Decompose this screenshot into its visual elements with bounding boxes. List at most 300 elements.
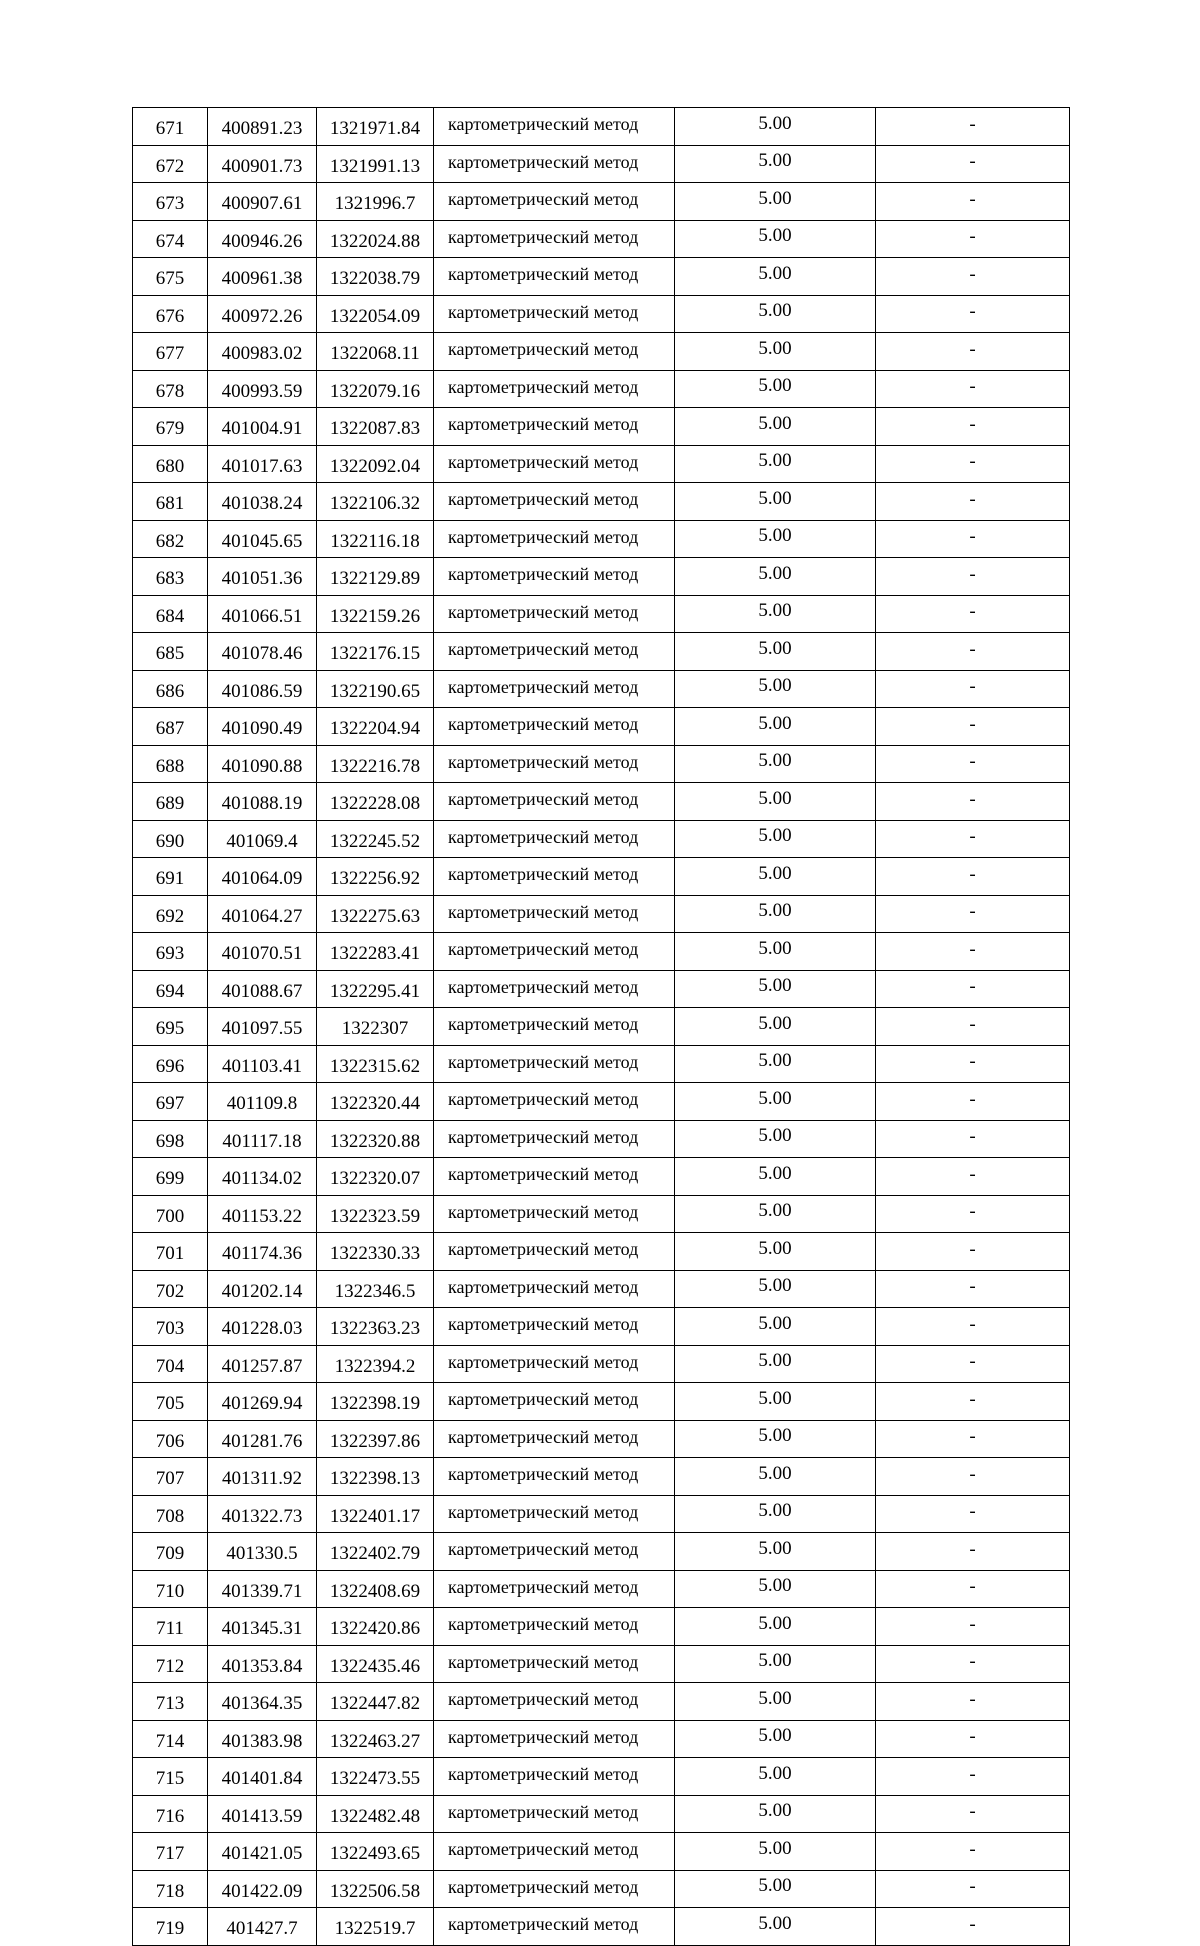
table-row <box>133 1833 1070 1871</box>
accuracy-cell: 5.00 <box>675 1158 876 1196</box>
x-coordinate-cell: 401228.03 <box>208 1308 317 1346</box>
method-cell: картометрический метод <box>434 183 675 221</box>
accuracy-cell: 5.00 <box>675 1270 876 1308</box>
table-row <box>133 1758 1070 1796</box>
method-cell: картометрический метод <box>434 895 675 933</box>
accuracy-cell: 5.00 <box>675 1908 876 1946</box>
accuracy-cell: 5.00 <box>675 1083 876 1121</box>
y-coordinate-cell: 1322307 <box>317 1008 434 1046</box>
y-coordinate-cell: 1322420.86 <box>317 1608 434 1646</box>
method-cell: картометрический метод <box>434 1420 675 1458</box>
y-coordinate-cell: 1322228.08 <box>317 783 434 821</box>
table-row <box>133 1195 1070 1233</box>
y-coordinate-cell: 1322275.63 <box>317 895 434 933</box>
table-row <box>133 1720 1070 1758</box>
table-row <box>133 633 1070 671</box>
y-coordinate-cell: 1322320.07 <box>317 1158 434 1196</box>
point-number-cell: 674 <box>133 220 208 258</box>
x-coordinate-cell: 400891.23 <box>208 108 317 146</box>
x-coordinate-cell: 401045.65 <box>208 520 317 558</box>
table-row <box>133 108 1070 146</box>
x-coordinate-cell: 401427.7 <box>208 1908 317 1946</box>
method-cell: картометрический метод <box>434 1345 675 1383</box>
table-row <box>133 858 1070 896</box>
method-cell: картометрический метод <box>434 1608 675 1646</box>
table-row <box>133 1420 1070 1458</box>
note-cell: - <box>876 520 1070 558</box>
x-coordinate-cell: 401078.46 <box>208 633 317 671</box>
y-coordinate-cell: 1322159.26 <box>317 595 434 633</box>
table-row <box>133 1308 1070 1346</box>
y-coordinate-cell: 1322283.41 <box>317 933 434 971</box>
method-cell: картометрический метод <box>434 970 675 1008</box>
x-coordinate-cell: 401383.98 <box>208 1720 317 1758</box>
y-coordinate-cell: 1322320.88 <box>317 1120 434 1158</box>
method-cell: картометрический метод <box>434 745 675 783</box>
accuracy-cell: 5.00 <box>675 1383 876 1421</box>
note-cell: - <box>876 258 1070 296</box>
note-cell: - <box>876 933 1070 971</box>
note-cell: - <box>876 970 1070 1008</box>
method-cell: картометрический метод <box>434 783 675 821</box>
method-cell: картометрический метод <box>434 1570 675 1608</box>
point-number-cell: 673 <box>133 183 208 221</box>
point-number-cell: 682 <box>133 520 208 558</box>
x-coordinate-cell: 401422.09 <box>208 1870 317 1908</box>
accuracy-cell: 5.00 <box>675 970 876 1008</box>
note-cell: - <box>876 745 1070 783</box>
table-row <box>133 783 1070 821</box>
method-cell: картометрический метод <box>434 1833 675 1871</box>
point-number-cell: 681 <box>133 483 208 521</box>
coordinates-table-body <box>133 108 1070 1946</box>
table-row <box>133 1908 1070 1946</box>
y-coordinate-cell: 1322204.94 <box>317 708 434 746</box>
accuracy-cell: 5.00 <box>675 1608 876 1646</box>
point-number-cell: 671 <box>133 108 208 146</box>
table-row <box>133 408 1070 446</box>
table-row <box>133 1608 1070 1646</box>
y-coordinate-cell: 1322176.15 <box>317 633 434 671</box>
accuracy-cell: 5.00 <box>675 483 876 521</box>
x-coordinate-cell: 401064.09 <box>208 858 317 896</box>
table-row <box>133 520 1070 558</box>
point-number-cell: 706 <box>133 1420 208 1458</box>
accuracy-cell: 5.00 <box>675 258 876 296</box>
note-cell: - <box>876 1420 1070 1458</box>
point-number-cell: 704 <box>133 1345 208 1383</box>
method-cell: картометрический метод <box>434 1683 675 1721</box>
x-coordinate-cell: 401364.35 <box>208 1683 317 1721</box>
x-coordinate-cell: 401109.8 <box>208 1083 317 1121</box>
y-coordinate-cell: 1322106.32 <box>317 483 434 521</box>
note-cell: - <box>876 1270 1070 1308</box>
method-cell: картометрический метод <box>434 258 675 296</box>
point-number-cell: 672 <box>133 145 208 183</box>
note-cell: - <box>876 1458 1070 1496</box>
table-row <box>133 708 1070 746</box>
x-coordinate-cell: 400961.38 <box>208 258 317 296</box>
x-coordinate-cell: 401038.24 <box>208 483 317 521</box>
y-coordinate-cell: 1322024.88 <box>317 220 434 258</box>
table-row <box>133 445 1070 483</box>
point-number-cell: 717 <box>133 1833 208 1871</box>
point-number-cell: 714 <box>133 1720 208 1758</box>
accuracy-cell: 5.00 <box>675 1233 876 1271</box>
point-number-cell: 702 <box>133 1270 208 1308</box>
accuracy-cell: 5.00 <box>675 933 876 971</box>
x-coordinate-cell: 401004.91 <box>208 408 317 446</box>
point-number-cell: 694 <box>133 970 208 1008</box>
method-cell: картометрический метод <box>434 108 675 146</box>
note-cell: - <box>876 1758 1070 1796</box>
method-cell: картометрический метод <box>434 595 675 633</box>
note-cell: - <box>876 1645 1070 1683</box>
y-coordinate-cell: 1322394.2 <box>317 1345 434 1383</box>
accuracy-cell: 5.00 <box>675 1645 876 1683</box>
method-cell: картометрический метод <box>434 1120 675 1158</box>
point-number-cell: 700 <box>133 1195 208 1233</box>
accuracy-cell: 5.00 <box>675 183 876 221</box>
table-row <box>133 1458 1070 1496</box>
x-coordinate-cell: 401134.02 <box>208 1158 317 1196</box>
x-coordinate-cell: 400901.73 <box>208 145 317 183</box>
y-coordinate-cell: 1322482.48 <box>317 1795 434 1833</box>
x-coordinate-cell: 400972.26 <box>208 295 317 333</box>
x-coordinate-cell: 401103.41 <box>208 1045 317 1083</box>
method-cell: картометрический метод <box>434 670 675 708</box>
point-number-cell: 713 <box>133 1683 208 1721</box>
note-cell: - <box>876 1308 1070 1346</box>
y-coordinate-cell: 1322129.89 <box>317 558 434 596</box>
x-coordinate-cell: 401257.87 <box>208 1345 317 1383</box>
note-cell: - <box>876 1233 1070 1271</box>
note-cell: - <box>876 1083 1070 1121</box>
note-cell: - <box>876 1195 1070 1233</box>
x-coordinate-cell: 401413.59 <box>208 1795 317 1833</box>
method-cell: картометрический метод <box>434 1495 675 1533</box>
y-coordinate-cell: 1322408.69 <box>317 1570 434 1608</box>
accuracy-cell: 5.00 <box>675 1795 876 1833</box>
note-cell: - <box>876 1720 1070 1758</box>
table-row <box>133 1795 1070 1833</box>
y-coordinate-cell: 1322315.62 <box>317 1045 434 1083</box>
method-cell: картометрический метод <box>434 708 675 746</box>
table-row <box>133 1045 1070 1083</box>
y-coordinate-cell: 1322473.55 <box>317 1758 434 1796</box>
table-row <box>133 295 1070 333</box>
y-coordinate-cell: 1322320.44 <box>317 1083 434 1121</box>
y-coordinate-cell: 1322401.17 <box>317 1495 434 1533</box>
y-coordinate-cell: 1322402.79 <box>317 1533 434 1571</box>
y-coordinate-cell: 1322363.23 <box>317 1308 434 1346</box>
x-coordinate-cell: 401051.36 <box>208 558 317 596</box>
point-number-cell: 715 <box>133 1758 208 1796</box>
y-coordinate-cell: 1321996.7 <box>317 183 434 221</box>
y-coordinate-cell: 1322116.18 <box>317 520 434 558</box>
point-number-cell: 698 <box>133 1120 208 1158</box>
method-cell: картометрический метод <box>434 820 675 858</box>
accuracy-cell: 5.00 <box>675 1195 876 1233</box>
method-cell: картометрический метод <box>434 370 675 408</box>
method-cell: картометрический метод <box>434 483 675 521</box>
x-coordinate-cell: 401017.63 <box>208 445 317 483</box>
y-coordinate-cell: 1322346.5 <box>317 1270 434 1308</box>
accuracy-cell: 5.00 <box>675 708 876 746</box>
point-number-cell: 687 <box>133 708 208 746</box>
y-coordinate-cell: 1322068.11 <box>317 333 434 371</box>
note-cell: - <box>876 145 1070 183</box>
note-cell: - <box>876 408 1070 446</box>
y-coordinate-cell: 1322398.13 <box>317 1458 434 1496</box>
note-cell: - <box>876 820 1070 858</box>
table-row <box>133 1533 1070 1571</box>
method-cell: картометрический метод <box>434 1233 675 1271</box>
table-row <box>133 1120 1070 1158</box>
note-cell: - <box>876 1345 1070 1383</box>
method-cell: картометрический метод <box>434 445 675 483</box>
point-number-cell: 686 <box>133 670 208 708</box>
point-number-cell: 689 <box>133 783 208 821</box>
x-coordinate-cell: 401088.67 <box>208 970 317 1008</box>
point-number-cell: 684 <box>133 595 208 633</box>
note-cell: - <box>876 1008 1070 1046</box>
point-number-cell: 707 <box>133 1458 208 1496</box>
note-cell: - <box>876 1795 1070 1833</box>
table-row <box>133 670 1070 708</box>
method-cell: картометрический метод <box>434 145 675 183</box>
accuracy-cell: 5.00 <box>675 1720 876 1758</box>
accuracy-cell: 5.00 <box>675 1495 876 1533</box>
x-coordinate-cell: 401330.5 <box>208 1533 317 1571</box>
y-coordinate-cell: 1322397.86 <box>317 1420 434 1458</box>
point-number-cell: 695 <box>133 1008 208 1046</box>
point-number-cell: 676 <box>133 295 208 333</box>
y-coordinate-cell: 1322256.92 <box>317 858 434 896</box>
y-coordinate-cell: 1322087.83 <box>317 408 434 446</box>
x-coordinate-cell: 401202.14 <box>208 1270 317 1308</box>
table-row <box>133 145 1070 183</box>
method-cell: картометрический метод <box>434 1758 675 1796</box>
table-row <box>133 220 1070 258</box>
point-number-cell: 683 <box>133 558 208 596</box>
method-cell: картометрический метод <box>434 1045 675 1083</box>
table-row <box>133 1870 1070 1908</box>
point-number-cell: 691 <box>133 858 208 896</box>
point-number-cell: 719 <box>133 1908 208 1946</box>
y-coordinate-cell: 1322190.65 <box>317 670 434 708</box>
accuracy-cell: 5.00 <box>675 820 876 858</box>
note-cell: - <box>876 858 1070 896</box>
x-coordinate-cell: 400993.59 <box>208 370 317 408</box>
x-coordinate-cell: 401090.49 <box>208 708 317 746</box>
accuracy-cell: 5.00 <box>675 895 876 933</box>
accuracy-cell: 5.00 <box>675 145 876 183</box>
method-cell: картометрический метод <box>434 220 675 258</box>
x-coordinate-cell: 401088.19 <box>208 783 317 821</box>
y-coordinate-cell: 1322038.79 <box>317 258 434 296</box>
x-coordinate-cell: 401281.76 <box>208 1420 317 1458</box>
point-number-cell: 688 <box>133 745 208 783</box>
note-cell: - <box>876 1908 1070 1946</box>
accuracy-cell: 5.00 <box>675 858 876 896</box>
y-coordinate-cell: 1322506.58 <box>317 1870 434 1908</box>
x-coordinate-cell: 401117.18 <box>208 1120 317 1158</box>
y-coordinate-cell: 1322295.41 <box>317 970 434 1008</box>
x-coordinate-cell: 401269.94 <box>208 1383 317 1421</box>
note-cell: - <box>876 483 1070 521</box>
accuracy-cell: 5.00 <box>675 633 876 671</box>
point-number-cell: 710 <box>133 1570 208 1608</box>
table-row <box>133 558 1070 596</box>
y-coordinate-cell: 1322323.59 <box>317 1195 434 1233</box>
table-row <box>133 895 1070 933</box>
y-coordinate-cell: 1322435.46 <box>317 1645 434 1683</box>
table-row <box>133 1270 1070 1308</box>
accuracy-cell: 5.00 <box>675 1833 876 1871</box>
x-coordinate-cell: 401421.05 <box>208 1833 317 1871</box>
method-cell: картометрический метод <box>434 1195 675 1233</box>
x-coordinate-cell: 401322.73 <box>208 1495 317 1533</box>
point-number-cell: 696 <box>133 1045 208 1083</box>
table-row <box>133 1495 1070 1533</box>
method-cell: картометрический метод <box>434 333 675 371</box>
point-number-cell: 705 <box>133 1383 208 1421</box>
point-number-cell: 679 <box>133 408 208 446</box>
table-row <box>133 1083 1070 1121</box>
x-coordinate-cell: 401153.22 <box>208 1195 317 1233</box>
y-coordinate-cell: 1322216.78 <box>317 745 434 783</box>
method-cell: картометрический метод <box>434 1458 675 1496</box>
method-cell: картометрический метод <box>434 558 675 596</box>
method-cell: картометрический метод <box>434 1008 675 1046</box>
x-coordinate-cell: 400946.26 <box>208 220 317 258</box>
accuracy-cell: 5.00 <box>675 445 876 483</box>
accuracy-cell: 5.00 <box>675 1458 876 1496</box>
table-row <box>133 745 1070 783</box>
accuracy-cell: 5.00 <box>675 108 876 146</box>
table-row <box>133 1645 1070 1683</box>
point-number-cell: 692 <box>133 895 208 933</box>
point-number-cell: 718 <box>133 1870 208 1908</box>
note-cell: - <box>876 1608 1070 1646</box>
accuracy-cell: 5.00 <box>675 1758 876 1796</box>
method-cell: картометрический метод <box>434 408 675 446</box>
note-cell: - <box>876 1533 1070 1571</box>
note-cell: - <box>876 1495 1070 1533</box>
point-number-cell: 712 <box>133 1645 208 1683</box>
method-cell: картометрический метод <box>434 520 675 558</box>
table-row <box>133 1570 1070 1608</box>
accuracy-cell: 5.00 <box>675 745 876 783</box>
note-cell: - <box>876 670 1070 708</box>
note-cell: - <box>876 1870 1070 1908</box>
table-row <box>133 333 1070 371</box>
y-coordinate-cell: 1322447.82 <box>317 1683 434 1721</box>
method-cell: картометрический метод <box>434 1720 675 1758</box>
y-coordinate-cell: 1322463.27 <box>317 1720 434 1758</box>
point-number-cell: 690 <box>133 820 208 858</box>
y-coordinate-cell: 1321971.84 <box>317 108 434 146</box>
x-coordinate-cell: 401339.71 <box>208 1570 317 1608</box>
accuracy-cell: 5.00 <box>675 670 876 708</box>
point-number-cell: 716 <box>133 1795 208 1833</box>
method-cell: картометрический метод <box>434 1795 675 1833</box>
accuracy-cell: 5.00 <box>675 1420 876 1458</box>
method-cell: картометрический метод <box>434 1083 675 1121</box>
table-row <box>133 1345 1070 1383</box>
method-cell: картометрический метод <box>434 1270 675 1308</box>
note-cell: - <box>876 1570 1070 1608</box>
x-coordinate-cell: 401066.51 <box>208 595 317 633</box>
y-coordinate-cell: 1322054.09 <box>317 295 434 333</box>
x-coordinate-cell: 401401.84 <box>208 1758 317 1796</box>
accuracy-cell: 5.00 <box>675 1308 876 1346</box>
y-coordinate-cell: 1322092.04 <box>317 445 434 483</box>
y-coordinate-cell: 1322493.65 <box>317 1833 434 1871</box>
point-number-cell: 701 <box>133 1233 208 1271</box>
point-number-cell: 677 <box>133 333 208 371</box>
note-cell: - <box>876 1683 1070 1721</box>
note-cell: - <box>876 708 1070 746</box>
table-row <box>133 370 1070 408</box>
note-cell: - <box>876 1833 1070 1871</box>
accuracy-cell: 5.00 <box>675 1570 876 1608</box>
accuracy-cell: 5.00 <box>675 1345 876 1383</box>
table-row <box>133 1158 1070 1196</box>
accuracy-cell: 5.00 <box>675 1870 876 1908</box>
note-cell: - <box>876 1120 1070 1158</box>
accuracy-cell: 5.00 <box>675 783 876 821</box>
method-cell: картометрический метод <box>434 933 675 971</box>
x-coordinate-cell: 401345.31 <box>208 1608 317 1646</box>
table-row <box>133 595 1070 633</box>
y-coordinate-cell: 1321991.13 <box>317 145 434 183</box>
point-number-cell: 675 <box>133 258 208 296</box>
point-number-cell: 711 <box>133 1608 208 1646</box>
method-cell: картометрический метод <box>434 295 675 333</box>
x-coordinate-cell: 401311.92 <box>208 1458 317 1496</box>
accuracy-cell: 5.00 <box>675 408 876 446</box>
table-row <box>133 1008 1070 1046</box>
accuracy-cell: 5.00 <box>675 295 876 333</box>
table-row <box>133 483 1070 521</box>
method-cell: картометрический метод <box>434 1383 675 1421</box>
accuracy-cell: 5.00 <box>675 595 876 633</box>
note-cell: - <box>876 220 1070 258</box>
y-coordinate-cell: 1322519.7 <box>317 1908 434 1946</box>
y-coordinate-cell: 1322398.19 <box>317 1383 434 1421</box>
method-cell: картометрический метод <box>434 633 675 671</box>
table-row <box>133 933 1070 971</box>
x-coordinate-cell: 401070.51 <box>208 933 317 971</box>
table-row <box>133 1383 1070 1421</box>
point-number-cell: 703 <box>133 1308 208 1346</box>
x-coordinate-cell: 401086.59 <box>208 670 317 708</box>
x-coordinate-cell: 401069.4 <box>208 820 317 858</box>
note-cell: - <box>876 183 1070 221</box>
note-cell: - <box>876 895 1070 933</box>
note-cell: - <box>876 1045 1070 1083</box>
note-cell: - <box>876 633 1070 671</box>
accuracy-cell: 5.00 <box>675 1045 876 1083</box>
accuracy-cell: 5.00 <box>675 558 876 596</box>
note-cell: - <box>876 1383 1070 1421</box>
note-cell: - <box>876 595 1070 633</box>
method-cell: картометрический метод <box>434 858 675 896</box>
x-coordinate-cell: 401353.84 <box>208 1645 317 1683</box>
point-number-cell: 709 <box>133 1533 208 1571</box>
